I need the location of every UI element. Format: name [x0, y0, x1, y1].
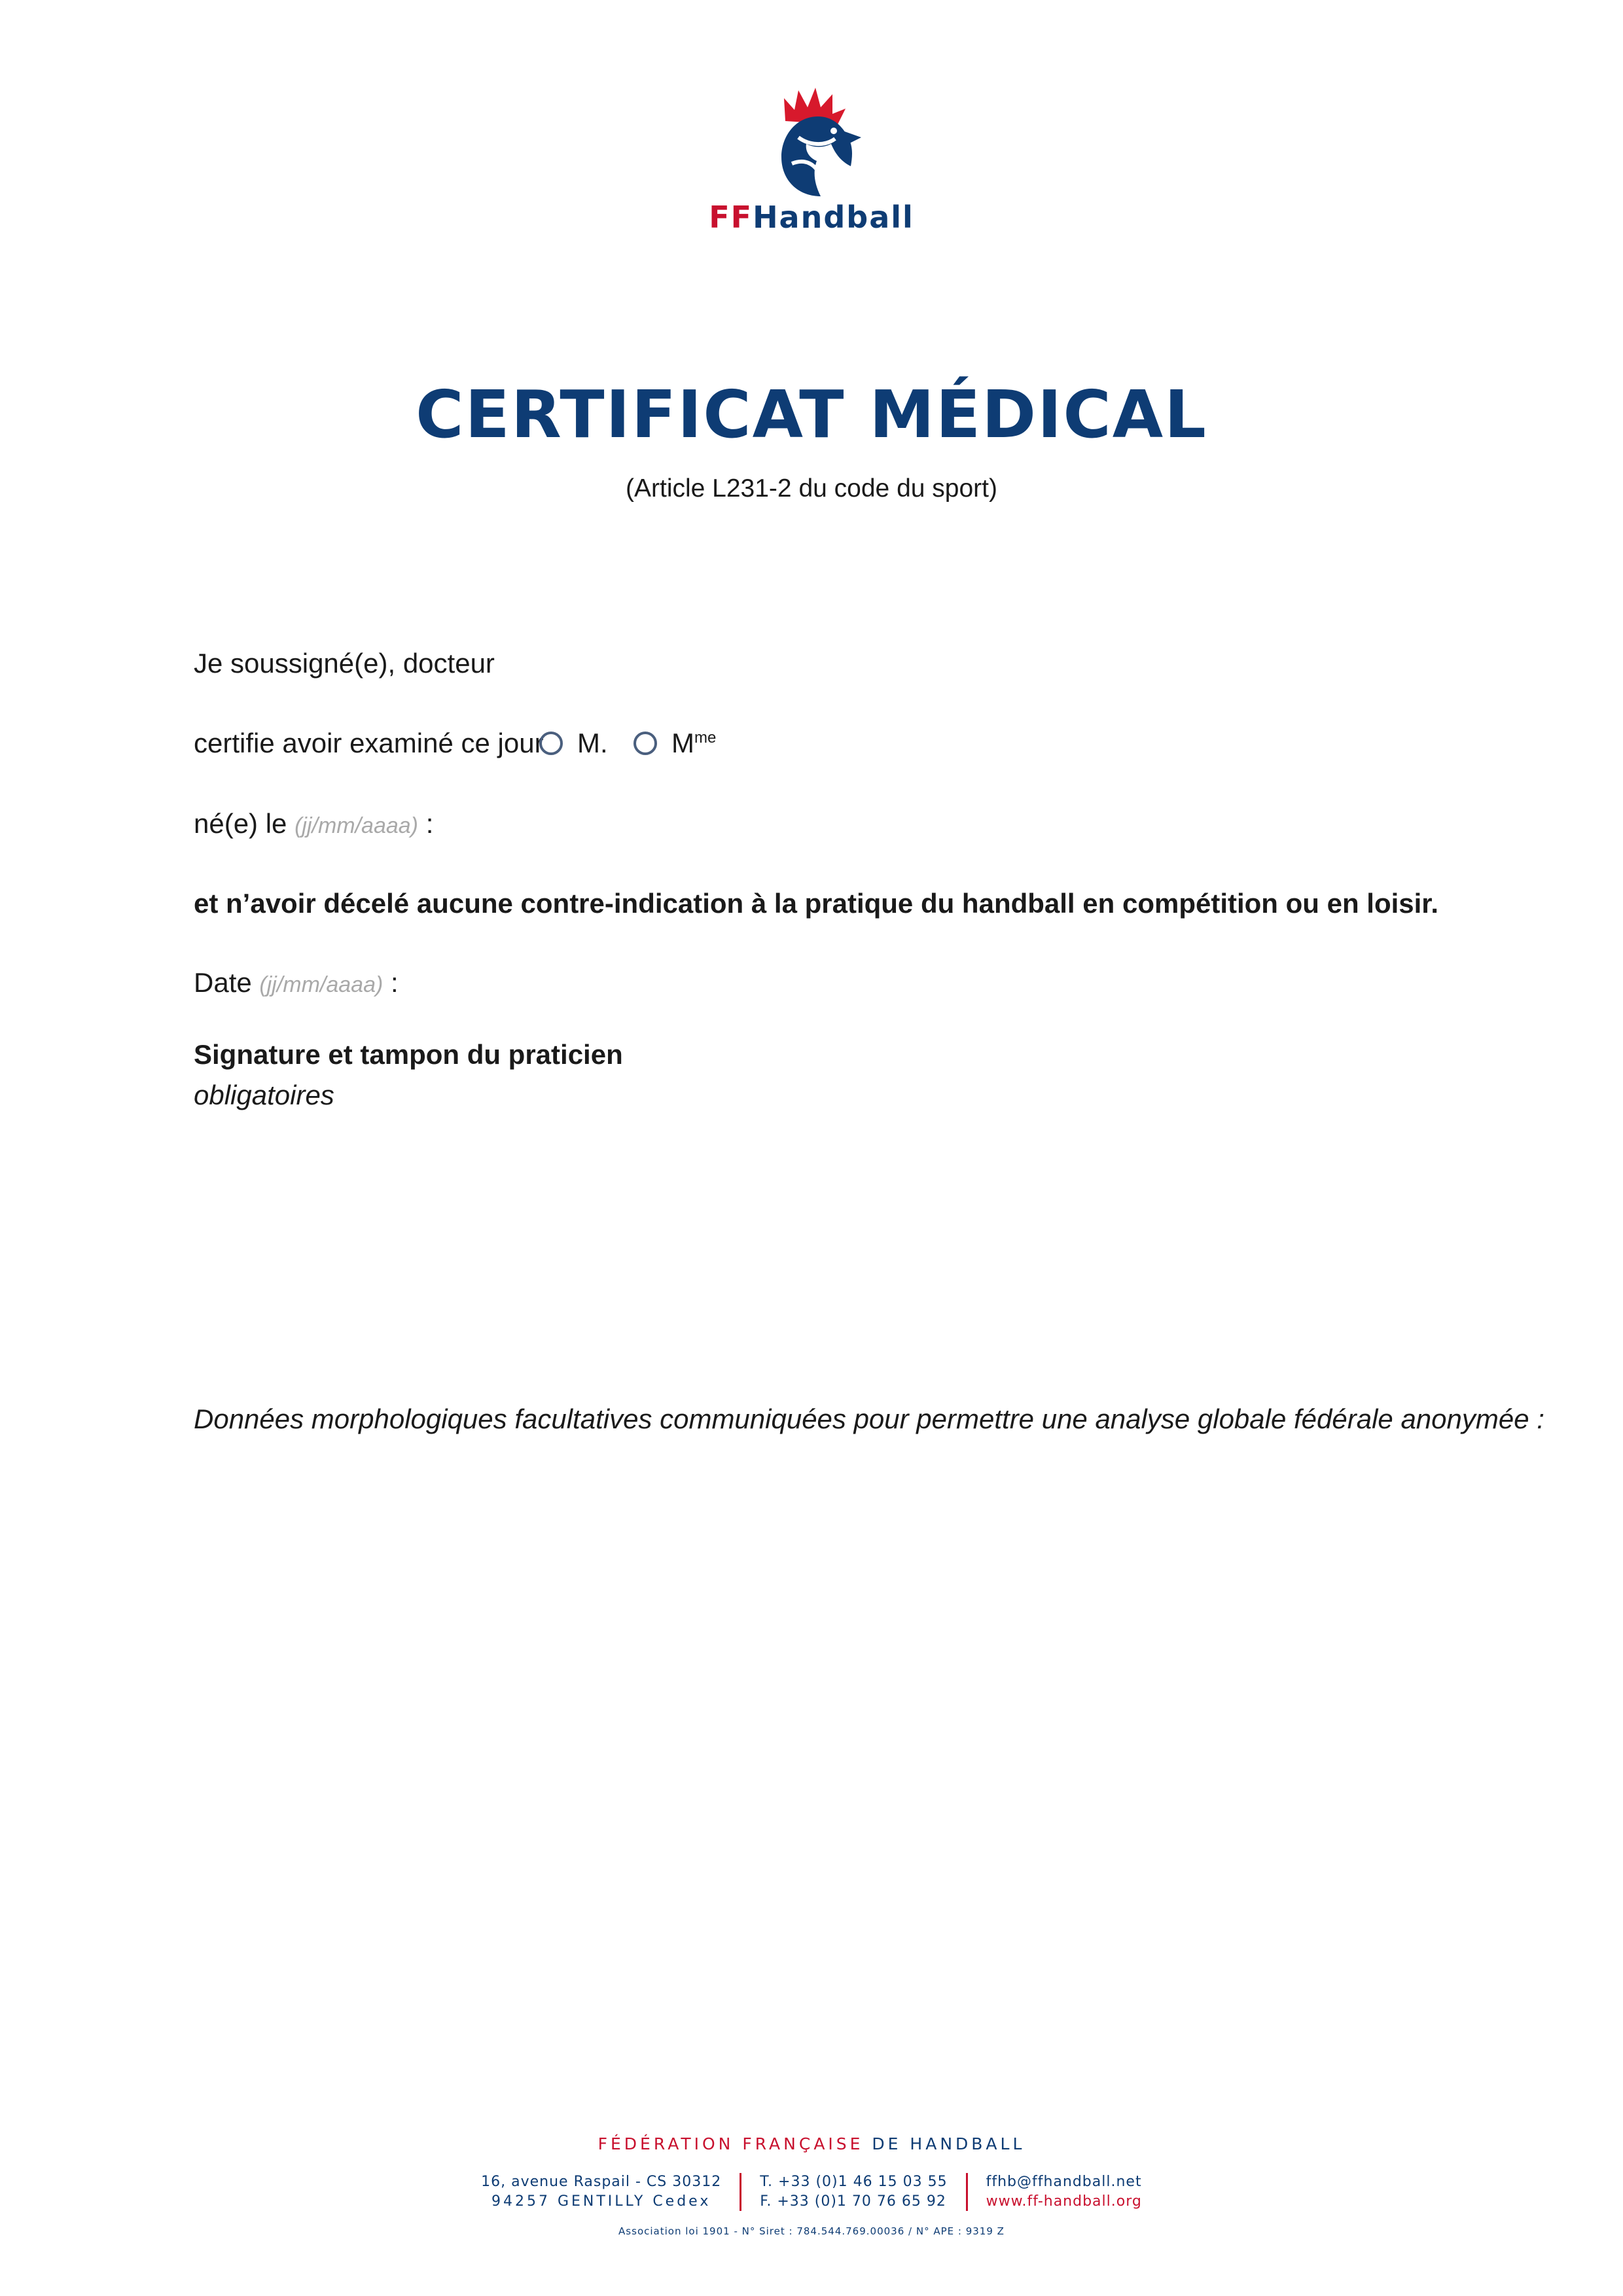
- date-line: [194, 967, 399, 998]
- federation-name: FÉDÉRATION FRANÇAISE DE HANDBALL: [597, 2134, 1026, 2153]
- birthdate-placeholder[interactable]: (jj/mm/aaaa): [294, 813, 419, 838]
- document-title: CERTIFICAT MÉDICAL: [416, 376, 1207, 453]
- birthdate-colon: :: [425, 808, 434, 839]
- statement-line: et n’avoir décelé aucune contre-indication à la pratique du handball en compétition ou en loisir.: [194, 888, 1438, 919]
- doctor-label: Je soussigné(e), docteur: [194, 648, 495, 679]
- brand-wordmark: [681, 200, 942, 235]
- footer-separator: [966, 2173, 968, 2211]
- footer-address: 16, avenue Raspail - CS 30312 94257 GENTILLY Cedex: [481, 2174, 722, 2210]
- doctor-line: [194, 648, 495, 679]
- footer-web: [986, 2172, 1142, 2212]
- radio-mme[interactable]: [633, 732, 657, 755]
- document-subtitle: (Article L231-2 du code du sport): [626, 474, 997, 503]
- brand-handball: Handball: [753, 200, 914, 235]
- footer-email[interactable]: ffhb@ffhandball.net: [986, 2174, 1142, 2190]
- footer-phones: T. +33 (0)1 46 15 03 55 F. +33 (0)1 70 76 65 92: [760, 2174, 948, 2210]
- signature-note: obligatoires: [194, 1080, 334, 1110]
- date-colon: :: [391, 967, 399, 998]
- birthdate-line: [194, 808, 433, 839]
- gender-m-option[interactable]: [539, 728, 608, 759]
- gender-mme-option[interactable]: [633, 728, 716, 759]
- examined-line: [194, 728, 848, 760]
- signature-label: Signature et tampon du praticien: [194, 1039, 623, 1070]
- radio-m[interactable]: [539, 732, 563, 755]
- option-mme-label: $M^{me}$: [671, 728, 717, 758]
- morphology-label: Données morphologiques facultatives communiquées pour permettre une analyse globale fédérale anonymée :: [194, 1404, 1544, 1434]
- examined-label: certifie avoir examiné ce jour: [194, 728, 544, 758]
- footer-legal: Association loi 1901 - N° Siret : 784.544.769.00036 / N° APE : 9319 Z: [618, 2225, 1005, 2237]
- birthdate-label: né(e) le: [194, 808, 287, 839]
- footer-separator: [740, 2173, 741, 2211]
- brand-ff: FF: [709, 200, 753, 235]
- option-m-label: M.: [577, 728, 608, 758]
- ffhandball-logo-icon: [772, 85, 864, 200]
- footer-website[interactable]: www.ff-handball.org: [986, 2193, 1142, 2210]
- date-placeholder[interactable]: (jj/mm/aaaa): [259, 972, 383, 997]
- footer-contacts: [0, 2172, 1623, 2212]
- date-label: Date: [194, 967, 252, 998]
